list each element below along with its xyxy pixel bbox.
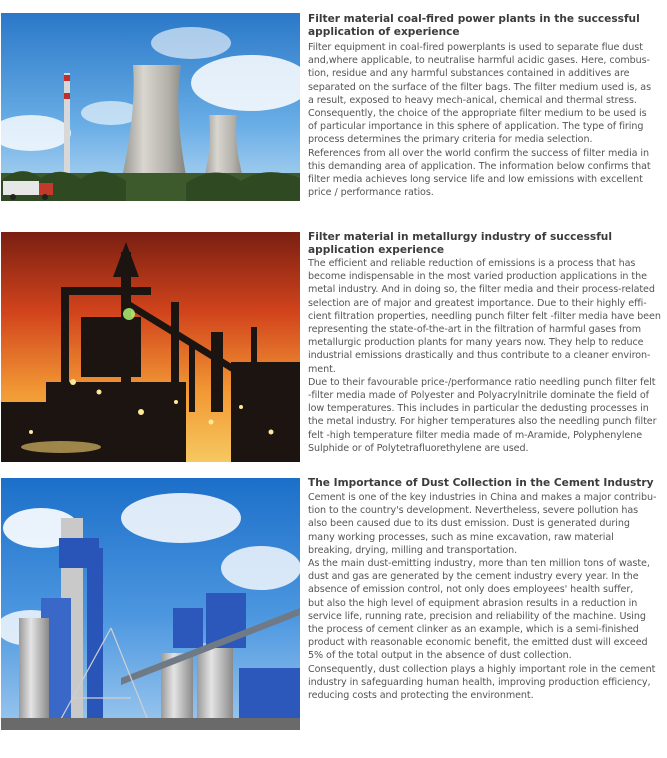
body-line: References from all over the world confirm the success of filter media in <box>308 147 650 159</box>
body-line: this demanding area of application. The information below confirms that <box>308 160 651 172</box>
body-line: service life, running rate, precision and reliability of the machine. Using <box>308 610 646 622</box>
metallurgy-plant-photo <box>1 232 300 462</box>
body-line: ment. <box>308 363 336 375</box>
body-line: Consequently, dust collection plays a highly important role in the cement <box>308 663 656 675</box>
body-line: of particular importance in this sphere of application. The type of firing <box>308 121 644 133</box>
section-body <box>308 41 664 199</box>
body-line: Cement is one of the key industries in China and makes a major contribu- <box>308 492 657 503</box>
body-line: cient filtration properties, needling punch filter felt -filter media have been <box>308 310 661 322</box>
body-line: also been caused due to its dust emission. Dust is generated during <box>308 518 630 530</box>
section-coal-power-text <box>308 13 664 199</box>
power-plant-photo <box>1 13 300 201</box>
body-line: industry in safeguarding human health, improving production efficiency, <box>308 676 651 688</box>
body-line: product with reasonable economic benefit, the emitted dust will exceed <box>308 637 648 649</box>
section-title <box>308 13 664 39</box>
body-line: but also the high level of equipment abrasion results in a reduction in <box>308 597 638 609</box>
body-line: Due to their favourable price-/performance ratio needling punch filter felt <box>308 376 656 388</box>
body-line: selection are of major and greatest importance. Due to their highly effi- <box>308 297 647 309</box>
body-line: dust and gas are generated by the cement industry every year. In the <box>308 571 639 583</box>
section-body <box>308 257 664 455</box>
body-line: many working processes, such as mine excavation, raw material <box>308 531 614 543</box>
body-line: the metal industry. For higher temperatures also the needling punch filter <box>308 416 657 428</box>
section-metallurgy-text <box>308 231 664 455</box>
body-line: The efficient and reliable reduction of emissions is a process that has <box>308 258 636 269</box>
body-line: felt -high temperature filter media made of m-Aramide, Polyphenylene <box>308 429 643 441</box>
body-line: industrial emissions drastically and thus contribute to a cleaner environ- <box>308 350 651 362</box>
body-line: representing the state-of-the-art in the filtration of harmful gases from <box>308 324 642 336</box>
body-line: Sulphide or of Polytetrafluorethylene are used. <box>308 442 529 454</box>
title-line: The Importance of Dust Collection in the Cement Industry <box>308 477 654 489</box>
body-line: Consequently, the choice of the appropriate filter medium to be used is <box>308 108 647 120</box>
body-line: metal industry. And in doing so, the filter media and their process-related <box>308 284 655 296</box>
body-line: absence of emission control, not only does employees' health suffer, <box>308 584 634 596</box>
title-line: Filter material coal-fired power plants in the successful <box>308 13 640 25</box>
title-line: experience <box>378 244 445 256</box>
section-title <box>308 231 664 257</box>
section-cement-text <box>308 477 664 702</box>
body-line: reducing costs and protecting the environment. <box>308 690 534 702</box>
body-line: metallurgic production plants for many years now. They help to reduce <box>308 337 644 349</box>
body-line: breaking, drying, milling and transportation. <box>308 544 518 556</box>
body-line: -filter media made of Polyester and Polyacrylnitrile dominate the field of <box>308 390 649 402</box>
body-line: separated on the surface of the filter bags. The filter medium used is, as <box>308 81 651 93</box>
body-line: the process of cement clinker as an example, which is a semi-finished <box>308 624 639 636</box>
body-line: filter media achieves long service life and low emissions with excellent <box>308 174 643 186</box>
body-line: As the main dust-emitting industry, more than ten million tons of waste, <box>308 558 650 570</box>
body-line: become indispensable in the most varied production applications in the <box>308 271 647 283</box>
body-line: 5% of the total output in the absence of dust collection. <box>308 650 572 662</box>
body-line: price / performance ratios. <box>308 187 434 199</box>
cement-plant-photo <box>1 478 300 730</box>
body-line: tion, residue and any harmful substances contained in additives are <box>308 68 630 80</box>
title-line: application of experience <box>308 26 460 38</box>
body-line: low temperatures. This includes in particular the dedusting processes in <box>308 403 649 415</box>
body-line: a result, exposed to heavy mech-anical, chemical and thermal stress. <box>308 94 637 106</box>
body-line: process determines the primary criteria for media selection. <box>308 134 593 146</box>
body-line: and,where applicable, to neutralise harmful acidic gases. Here, combus- <box>308 55 650 67</box>
body-line: Filter equipment in coal-fired powerplants is used to separate flue dust <box>308 42 643 53</box>
body-line: tion to the country's development. Nevertheless, severe pollution has <box>308 505 639 517</box>
section-body <box>308 491 664 702</box>
title-line: Filter material in metallurgy industry of successful application <box>308 231 612 256</box>
section-title <box>308 477 664 490</box>
